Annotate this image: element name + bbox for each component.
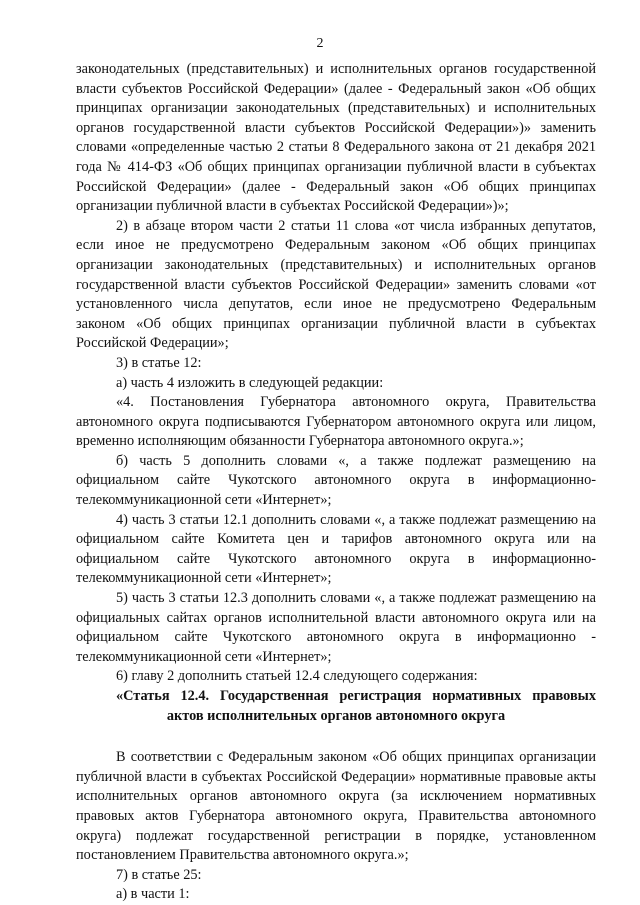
paragraph: а) в части 1: [116,886,190,903]
paragraph: 2) в абзаце втором части 2 статьи 11 слова «от числа избранных депутатов, если иное не предусмотрено Федеральным законом «Об общих принципах организации законодательных (представительных) и исполнительных органов государственной власти субъектов Российской Федерации» заменить словами «от установленного числа депутатов, если иное не предусмотрено Федеральным законом «Об общих принципах организации публичной власти в субъектах Российской Федерации»; [76,217,596,352]
paragraph: законодательных (представительных) и исполнительных органов государственной власти субъектов Российской Федерации» (далее - Федеральный закон «Об общих принципах организации законодательных (представительных) и исполнительных органов государственной власти субъектов Российской Федерации»)» заменить словами «определенные частью 2 статьи 8 Федерального закона от 21 декабря 2021 года № 414-ФЗ «Об общих принципах организации публичной власти в субъектах Российской Федерации» (далее - Федеральный закон «Об общих принципах организации публичной власти в субъектах Российской Федерации»)»; [76,61,596,215]
paragraph: б) часть 5 дополнить словами «, а также подлежат размещению на официальном сайте Чукотского автономного округа в информационно-телекоммуникационной сети «Интернет»; [76,452,596,509]
document-body [76,60,596,905]
paragraph: 6) главу 2 дополнить статьей 12.4 следующего содержания: [116,668,478,685]
paragraph: «4. Постановления Губернатора автономного округа, Правительства автономного округа подписываются Губернатором автономного округа или лицом, временно исполняющим обязанности Губернатора автономного округа.»; [76,394,596,450]
paragraph: В соответствии с Федеральным законом «Об общих принципах организации публичной власти в субъектах Российской Федерации» нормативные правовые акты исполнительных органов автономного округа (за исключением нормативных правовых актов Губернатора автономного округа, Правительства автономного округа) подлежат государственной регистрации в порядке, установленном постановлением Правительства автономного округа.»; [76,749,596,864]
article-heading-line1: «Статья 12.4. Государственная регистрация нормативных правовых [116,688,596,704]
spacer [76,726,596,748]
article-heading-line2: актов исполнительных органов автономного округа [166,707,506,724]
paragraph: а) часть 4 изложить в следующей редакции: [116,374,384,391]
paragraph: 7) в статье 25: [116,866,202,883]
paragraph: 4) часть 3 статьи 12.1 дополнить словами «, а также подлежат размещению на официальном сайте Комитета цен и тарифов автономного округа или на официальном сайте Чукотского автономного округа в информационно-телекоммуникационной сети «Интернет»; [76,511,596,587]
paragraph: 5) часть 3 статьи 12.3 дополнить словами «, а также подлежат размещению на официальных сайтах органов исполнительной власти автономного округа или на официальном сайте Чукотского автономного округа в информационно - телекоммуникационной сети «Интернет»; [76,590,596,665]
page-number: 2 [316,36,324,51]
paragraph: 3) в статье 12: [116,354,202,371]
